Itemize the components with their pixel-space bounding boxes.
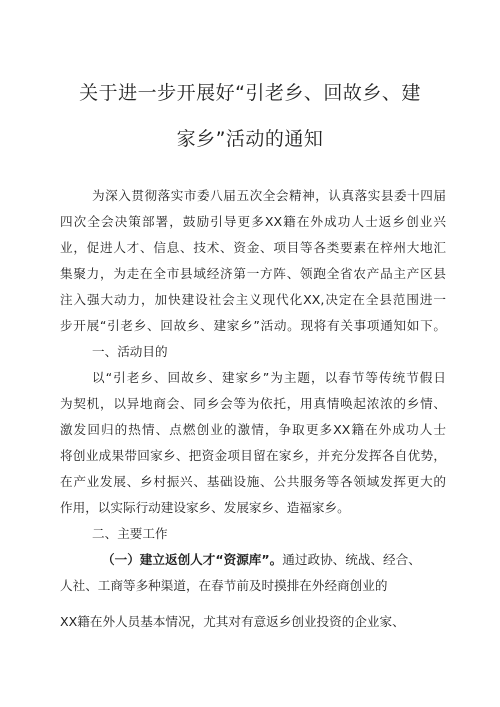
section-1-line-1: 以“引老乡、回故乡、建家乡”为主题，以春节等传统节假日	[92, 370, 446, 385]
document-title-line-1: 关于进一步开展好“引老乡、回故乡、建	[79, 82, 421, 104]
intro-line-1: 为深入贯彻落实市委八届五次全会精神，认真落实县委十四届	[92, 188, 446, 203]
document-title-line-2: 家乡”活动的通知	[176, 128, 324, 150]
intro-line-4: 集聚力，为走在全市县域经济第一方阵、领跑全省农产品主产区县	[60, 266, 446, 281]
section-1-line-2: 为契机，以异地商会、同乡会等为依托，用真情唤起浓浓的乡情、	[60, 396, 446, 411]
section-1-line-5: 在产业发展、乡村振兴、基础设施、公共服务等各领域发挥更大的	[60, 474, 446, 489]
section-1-heading: 一、活动目的	[92, 344, 168, 359]
section-2-heading: 二、主要工作	[92, 526, 168, 541]
intro-line-2: 四次全会决策部署，鼓励引导更多XX籍在外成功人士返乡创业兴	[60, 214, 446, 229]
intro-line-5: 注入强大动力，加快建设社会主义现代化XX,决定在全县范围进一	[60, 292, 446, 307]
section-1-line-6: 作用，以实际行动建设家乡、发展家乡、造福家乡。	[60, 500, 350, 515]
section-1-line-4: 将创业成果带回家乡、把资金项目留在家乡，并充分发挥各自优势，	[60, 448, 446, 463]
section-2-item-1-first-line	[102, 550, 446, 570]
section-2-item-1-heading: （一）建立返创人才“资源库”。	[102, 552, 283, 567]
section-2-item-1-line-2: 人社、工商等多种渠道，在春节前及时摸排在外经商创业的	[60, 578, 388, 593]
section-1-line-3: 激发回归的热情、点燃创业的激情，争取更多XX籍在外成功人士	[60, 422, 446, 437]
section-2-item-1-line-3: XX籍在外人员基本情况，尤其对有意返乡创业投资的企业家、	[60, 614, 405, 629]
intro-line-6: 步开展“引老乡、回故乡、建家乡”活动。现将有关事项通知如下。	[60, 318, 446, 333]
section-2-item-1-first-rest: 通过政协、统战、经合、	[282, 552, 421, 567]
intro-line-3: 业，促进人才、信息、技术、资金、项目等各类要素在梓州大地汇	[60, 240, 446, 255]
